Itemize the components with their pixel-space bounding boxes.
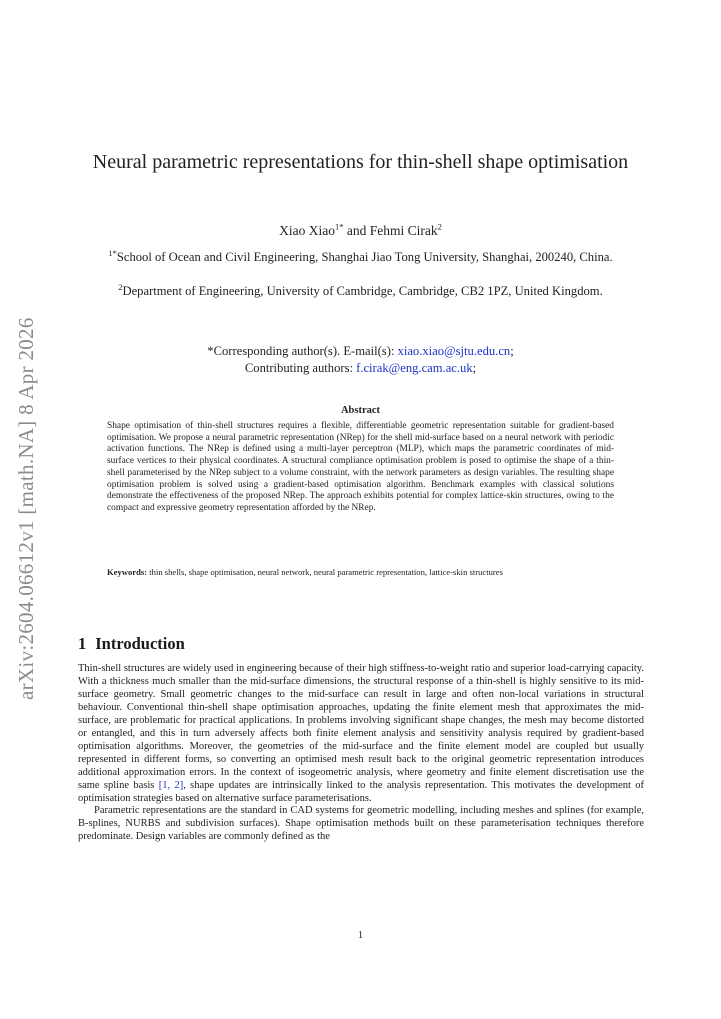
corresponding-prefix: *Corresponding author(s). E-mail(s): (207, 344, 398, 358)
citation-link[interactable]: 2 (174, 779, 180, 791)
paper-title: Neural parametric representations for thin-shell shape optimisation (92, 151, 629, 173)
affiliation-text: Department of Engineering, University of Cambridge, Cambridge, CB2 1PZ, United Kingdom. (122, 284, 603, 298)
corresponding-author-line (80, 344, 641, 359)
affiliation (86, 283, 635, 299)
introduction-body (78, 663, 644, 844)
arxiv-identifier-stamp: arXiv:2604.06612v1 [math.NA] 8 Apr 2026 (14, 317, 38, 700)
abstract-heading: Abstract (340, 405, 381, 416)
keywords-label: Keywords: (107, 567, 148, 577)
page-number: 1 (357, 930, 364, 941)
abstract-text: Shape optimisation of thin-shell structures requires a flexible, differentiable geometric representation suitable for gradient-based optimisation. We propose a neural parametric representation (NRep) for the shell mid-surface based on a neural network with periodic activation functions. The NRep is defined using a multi-layer perceptron (MLP), which maps the parametric coordinates of mid-surface vertices to their physical coordinates. A structural compliance optimisation problem is posed to optimise the shape of a thin-shell parameterised by the NRep subject to a volume constraint, with the network parameters as design variables. The resulting shape optimisation problem is solved using a gradient-based optimisation algorithm. Benchmark examples with classical solutions demonstrate the effectiveness of the proposed NRep. The approach exhibits potential for complex lattice-skin structures, owing to the compact and expressive geometry representation afforded by the NRep. (107, 421, 614, 513)
author-affiliation-mark: 1* (334, 221, 344, 232)
author-conjunction: and (343, 223, 370, 238)
affiliation (86, 249, 635, 265)
affiliation-mark: 1* (108, 247, 117, 258)
section-number: 1 (78, 634, 87, 653)
citation-separator: , (167, 779, 175, 791)
contributing-suffix: ; (472, 361, 477, 375)
corresponding-email-link[interactable]: xiao.xiao@sjtu.edu.cn (397, 344, 511, 358)
affiliation-text: School of Ocean and Civil Engineering, Shanghai Jiao Tong University, Shanghai, 200240, China. (116, 250, 613, 264)
contributing-authors-line (80, 361, 641, 376)
author-name: Xiao Xiao (279, 223, 335, 238)
section-title: Introduction (95, 634, 185, 653)
author-name: Fehmi Cirak (369, 223, 438, 238)
paragraph-text: , shape updates are intrinsically linked to the analysis representation. This motivates the development of optimisation strategies based on alternative surface parameterisations. (78, 779, 645, 804)
affiliation-mark: 2 (118, 281, 123, 292)
paragraph-text: Thin-shell structures are widely used in engineering because of their high stiffness-to-weight ratio and superior load-carrying capacity. With a thickness much smaller than the mid-surface dimensions, the structural response of a thin-shell is highly sensitive to its mid-surface geometry. Small geometric changes to the mid-surface can result in large and often non-local variations in structural behaviour. Conventional thin-shell shape optimisation approaches, updating the finite element mesh that approximates the mid-surface, are problematic for practical applications. In problems involving significant shape changes, the mesh may become distorted or entangled, and this in turn adversely affects both finite element analysis and sensitivity analysis required by gradient-based optimisation algorithms. Moreover, the geometries of the mid-surface and the finite element model are coupled but usually represented in different forms, so converting an optimised mesh result back to the original geometric representation introduces additional approximation errors. In the context of isogeometric analysis, where geometry and finite element discretisation use the same spline basis (78, 663, 644, 791)
paragraph (78, 663, 644, 805)
corresponding-suffix: ; (510, 344, 514, 358)
keywords (107, 567, 614, 578)
contributing-prefix: Contributing authors: (244, 361, 357, 375)
citation-bracket: [ (158, 779, 163, 791)
author-line (80, 223, 641, 239)
section-heading (78, 634, 185, 654)
paragraph: Parametric representations are the standard in CAD systems for geometric modelling, including meshes and splines (for example, B-splines, NURBS and subdivision surfaces). Shape optimisation methods built on these parameterisation techniques therefore predominate. Design variables are commonly defined as the (78, 805, 644, 843)
citation-link[interactable]: 1 (162, 779, 168, 791)
contributing-email-link[interactable]: f.cirak@eng.cam.ac.uk (356, 361, 473, 375)
author-affiliation-mark: 2 (437, 221, 442, 232)
citation-bracket: ] (179, 779, 184, 791)
keywords-text: thin shells, shape optimisation, neural network, neural parametric representation, lattice-skin structures (147, 567, 503, 577)
